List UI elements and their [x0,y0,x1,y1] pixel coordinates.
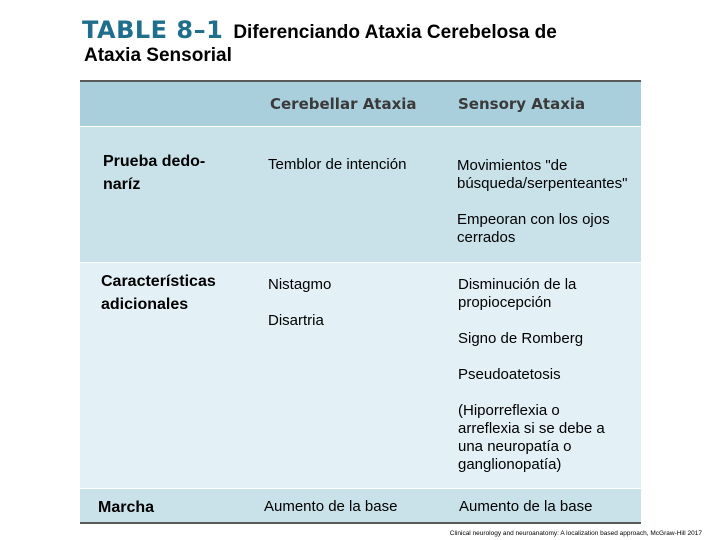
header-cerebellar: Cerebellar Ataxia [270,95,417,113]
cell-cerebellar-finger-nose: Temblor de intención [268,156,407,173]
title-line-1: Diferenciando Ataxia Cerebelosa de [233,22,557,43]
row-divider [80,262,641,263]
cell-sensory-gait: Aumento de la base [459,498,593,515]
cell-cerebellar-gait: Aumento de la base [264,498,398,515]
source-citation: Clinical neurology and neuroanatomy: A localization based approach, McGraw-Hill 2017 [449,530,702,537]
table-title [82,18,682,67]
row-label-additional: Características adicionales [101,273,216,313]
row-label-gait: Marcha [98,499,155,516]
row-divider [80,126,641,127]
cell-sensory-additional: Disminución de la propiocepción Signo de Romberg Pseudoatetosis (Hiporreflexia o arreflexia si se debe a una neuropatía o ganglionopatía) [458,276,605,473]
header-sensory: Sensory Ataxia [458,95,586,113]
title-line-2: Ataxia Sensorial [84,45,232,66]
table-bottom-rule [80,522,641,524]
cell-sensory-finger-nose: Movimientos "de búsqueda/serpenteantes" Empeoran con los ojos cerrados [457,157,628,246]
table-number: TABLE 8–1 [82,16,224,44]
row-divider [80,488,641,489]
row-label-finger-nose: Prueba dedo- naríz [103,153,206,193]
cell-cerebellar-additional: Nistagmo Disartria [268,276,332,329]
